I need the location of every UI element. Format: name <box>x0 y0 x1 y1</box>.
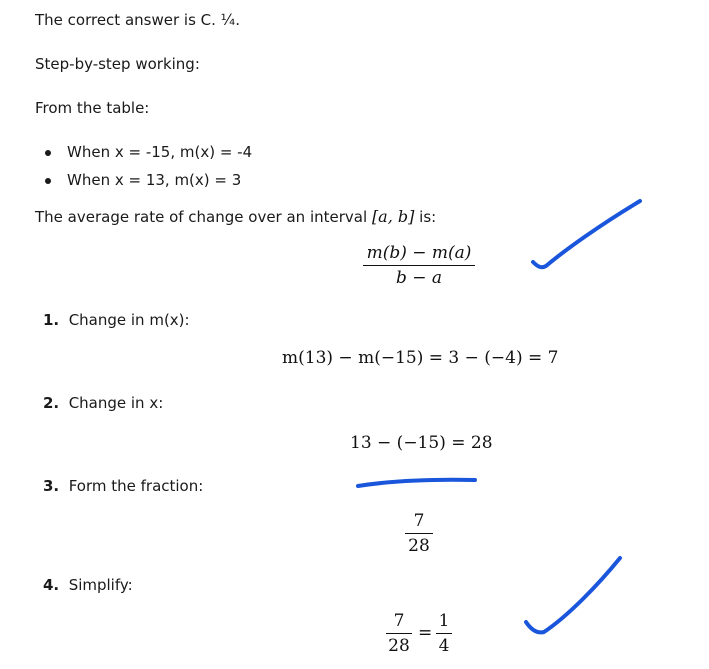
is-text: is: <box>419 208 437 226</box>
formula-denominator: b − a <box>395 268 443 288</box>
list-item: When x = 13, m(x) = 3 <box>67 171 242 189</box>
step-label: Change in m(x): <box>68 311 190 329</box>
step-number: 2. <box>43 394 60 412</box>
formula-numerator: m(b) − m(a) <box>366 243 472 263</box>
fraction-denominator: 4 <box>438 636 450 656</box>
underline-stroke <box>358 480 475 486</box>
working-heading: Step-by-step working: <box>35 55 200 73</box>
step-2-math: 13 − (−15) = 28 <box>350 433 493 453</box>
step-label: Simplify: <box>68 576 133 594</box>
check-mark-top <box>533 201 640 267</box>
step-number: 3. <box>43 477 60 495</box>
check-mark-bottom <box>526 558 620 632</box>
step-label: Change in x: <box>68 394 164 412</box>
fraction-numerator: 7 <box>393 611 405 631</box>
fraction-denominator: 28 <box>388 636 410 656</box>
avg-rate-text: The average rate of change over an interval <box>35 208 368 226</box>
step-label: Form the fraction: <box>68 477 204 495</box>
answer-line: The correct answer is C. ¼. <box>35 11 240 29</box>
step-number: 1. <box>43 311 60 329</box>
step-1-math: m(13) − m(−15) = 3 − (−4) = 7 <box>282 348 559 368</box>
list-item: When x = -15, m(x) = -4 <box>67 143 253 161</box>
fraction-numerator: 7 <box>413 511 425 531</box>
equals-sign: = <box>418 623 433 643</box>
step-number: 4. <box>43 576 60 594</box>
from-table-text: From the table: <box>35 99 150 117</box>
interval-math: [a, b] <box>371 207 415 226</box>
fraction-denominator: 28 <box>408 536 430 556</box>
fraction-numerator: 1 <box>438 611 450 631</box>
